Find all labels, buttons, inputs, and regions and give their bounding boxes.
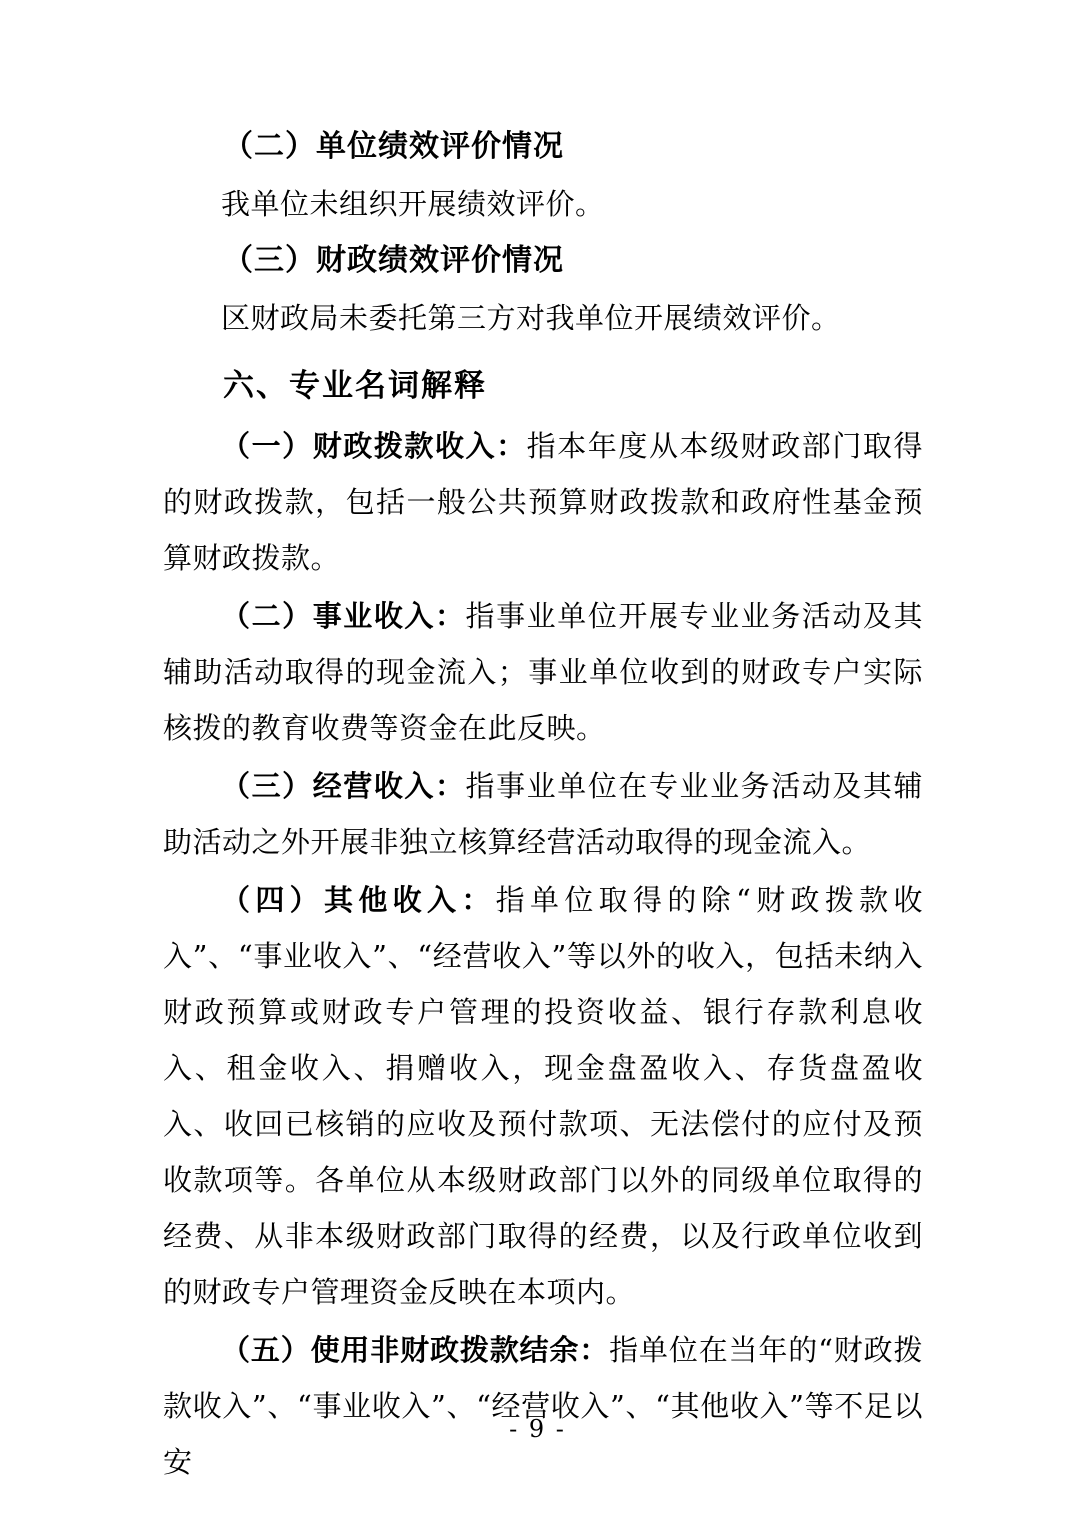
paragraph-term-other-income bbox=[163, 872, 923, 1320]
paragraph-fiscal-performance-evaluation: 区财政局未委托第三方对我单位开展绩效评价。 bbox=[221, 301, 841, 335]
term-text-operating-income: 指事业单位在专业业务活动及其辅助活动之外开展非独立核算经营活动取得的现金流入。 bbox=[163, 769, 923, 859]
paragraph-term-operating-income bbox=[163, 758, 923, 870]
term-label-business-income: （二）事业收入： bbox=[221, 599, 466, 633]
term-text-other-income: 指单位取得的除“财政拨款收入”、“事业收入”、“经营收入”等以外的收入，包括未纳入财政预算或财政专户管理的投资收益、银行存款利息收入、租金收入、捐赠收入，现金盘盈收入、存货盘盈收入、收回已核销的应收及预付款项、无法偿付的应付及预收款项等。各单位从本级财政部门以外的同级单位取得的经费、从非本级财政部门取得的经费，以及行政单位收到的财政专户管理资金反映在本项内。 bbox=[163, 883, 923, 1309]
paragraph-term-non-fiscal-surplus bbox=[163, 1322, 923, 1490]
page-number: - 9 - bbox=[509, 1415, 566, 1443]
term-label-operating-income: （三）经营收入： bbox=[221, 769, 466, 803]
term-text-business-income: 指事业单位开展专业业务活动及其辅助活动取得的现金流入；事业单位收到的财政专户实际核拨的教育收费等资金在此反映。 bbox=[163, 599, 923, 745]
paragraph-term-fiscal-appropriation-income bbox=[163, 418, 923, 586]
paragraph-unit-performance-evaluation: 我单位未组织开展绩效评价。 bbox=[221, 187, 605, 221]
term-label-non-fiscal-surplus: （五）使用非财政拨款结余： bbox=[221, 1333, 610, 1367]
heading-fiscal-performance-evaluation: （三）财政绩效评价情况 bbox=[223, 243, 564, 278]
heading-section-six-terminology: 六、专业名词解释 bbox=[223, 368, 487, 404]
heading-unit-performance-evaluation: （二）单位绩效评价情况 bbox=[223, 129, 564, 164]
term-label-other-income: （四）其他收入： bbox=[221, 883, 496, 917]
page-content bbox=[163, 120, 923, 1492]
paragraph-term-business-income bbox=[163, 588, 923, 756]
term-label-fiscal-appropriation-income: （一）财政拨款收入： bbox=[221, 429, 527, 463]
term-text-non-fiscal-surplus: 指单位在当年的“财政拨款收入”、“事业收入”、“经营收入”、“其他收入”等不足以安 bbox=[163, 1333, 923, 1479]
term-text-fiscal-appropriation-income: 指本年度从本级财政部门取得的财政拨款，包括一般公共预算财政拨款和政府性基金预算财政拨款。 bbox=[163, 429, 923, 575]
